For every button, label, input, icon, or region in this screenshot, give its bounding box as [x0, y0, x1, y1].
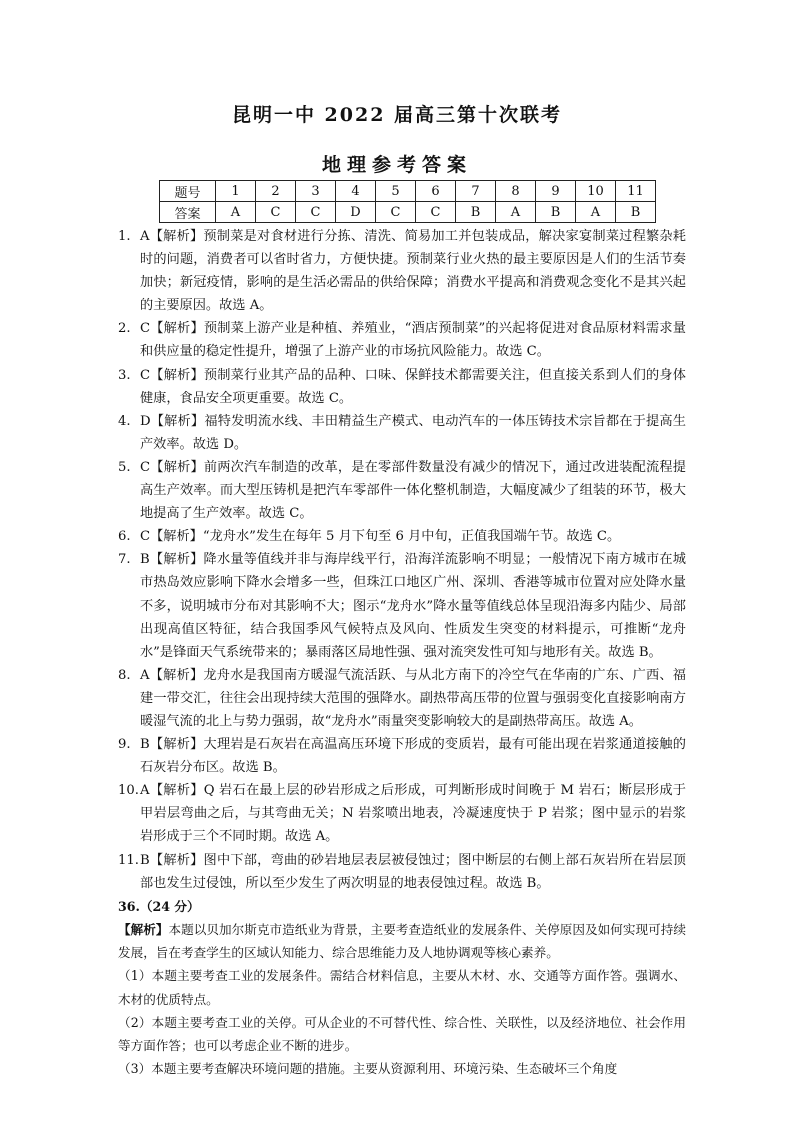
answer-explanations [118, 225, 686, 1080]
q36-heading: 36.（24 分） [118, 898, 200, 914]
row-label-answer: 答案 [160, 202, 216, 223]
question-number: 1 [216, 181, 256, 202]
item-text: A【解析】预制菜是对食材进行分拣、清洗、简易加工并包装成品，解决家宴制菜过程繁杂耗时的问题，消费者可以省时省力，方便快捷。预制菜行业火热的最主要原因是人们的生活节奏加快；新冠疫情，影响的是生活必需品的供给保障；消费水平提高和消费观念变化不是其兴起的主要原因。故选 A。 [140, 229, 686, 314]
answer-cell: B [536, 202, 576, 223]
explanation-item [118, 733, 686, 779]
question-number: 11 [616, 181, 656, 202]
answer-table-number-row [160, 181, 656, 202]
item-number: 1. [118, 229, 131, 244]
item-number: 2. [118, 321, 131, 337]
explanation-item [118, 225, 686, 317]
answer-cell: C [376, 202, 416, 223]
question-36-section [118, 895, 686, 1081]
question-number: 7 [456, 181, 496, 202]
answer-table [159, 180, 656, 223]
explanation-item [118, 849, 686, 895]
item-text: B【解析】图中下部，弯曲的砂岩地层表层被侵蚀过；图中断层的右侧上部石灰岩所在岩层顶部也发生过侵蚀，所以至少发生了两次明显的地表侵蚀过程。故选 B。 [140, 852, 686, 891]
q36-part-2: （2）本题主要考查工业的关停。可从企业的不可替代性、综合性、关联性，以及经济地位、社会作用等方面作答；也可以考虑企业不断的进步。 [118, 1014, 686, 1053]
question-number: 6 [416, 181, 456, 202]
item-number: 6. [118, 529, 131, 545]
question-number: 2 [256, 181, 296, 202]
item-number: 8. [118, 667, 131, 683]
item-text: C【解析】预制菜上游产业是种植、养殖业，“酒店预制菜”的兴起将促进对食品原材料需求量和供应量的稳定性提升，增强了上游产业的市场抗风险能力。故选 C。 [140, 321, 686, 360]
item-number: 3. [118, 367, 131, 383]
explanation-item [118, 317, 686, 363]
item-text: A【解析】Q 岩石在最上层的砂岩形成之后形成，可判断形成时间晚于 M 岩石；断层形成于甲岩层弯曲之后，与其弯曲无关；N 岩浆喷出地表，冷凝速度快于 P 岩浆；图中显示的岩浆岩形成于三个不同时期。故选 A。 [140, 783, 686, 845]
q36-analysis-label: 【解析】 [118, 921, 169, 937]
answer-cell: A [576, 202, 616, 223]
item-text: B【解析】降水量等值线并非与海岸线平行，沿海洋流影响不明显；一般情况下南方城市在城市热岛效应影响下降水会增多一些，但珠江口地区广州、深圳、香港等城市位置对应处降水量不多，说明城市分布对其影响不大；图示“龙舟水”降水量等值线总体呈现沿海多内陆少、局部出现高值区特征，结合我国季风气候特点及风向、性质发生突变的材料提示，可推断“龙舟水”是锋面天气系统带来的；暴雨落区局地性强、强对流突发性可知与地形有关。故选 B。 [140, 552, 686, 660]
q36-analysis-text: 本题以贝加尔斯克市造纸业为背景，主要考查造纸业的发展条件、关停原因及如何实现可持续发展，旨在考查学生的区域认知能力、综合思维能力及人地协调观等核心素养。 [118, 921, 687, 961]
page-title: 昆明一中 2022 届高三第十次联考 [231, 104, 563, 126]
explanation-item [118, 410, 686, 456]
q36-analysis [118, 918, 686, 964]
answer-cell: A [496, 202, 536, 223]
item-number: 11. [118, 852, 139, 868]
item-text: B【解析】大理岩是石灰岩在高温高压环境下形成的变质岩，最有可能出现在岩浆通道接触的石灰岩分布区。故选 B。 [140, 737, 686, 776]
answer-cell: B [616, 202, 656, 223]
page-subtitle: 地理参考答案 [321, 154, 472, 176]
item-number: 10. [118, 783, 139, 799]
explanation-item [118, 548, 686, 663]
question-number: 4 [336, 181, 376, 202]
row-label-number: 题号 [160, 181, 216, 202]
item-text: C【解析】“龙舟水”发生在每年 5 月下旬至 6 月中旬，正值我国端午节。故选 C。 [140, 529, 621, 545]
item-text: C【解析】前两次汽车制造的改革，是在零部件数量没有减少的情况下，通过改进装配流程提高生产效率。而大型压铸机是把汽车零部件一体化整机制造，大幅度减少了组装的环节，极大地提高了生产效率。故选 C。 [140, 459, 686, 522]
answer-cell: C [416, 202, 456, 223]
question-number: 8 [496, 181, 536, 202]
item-number: 7. [118, 552, 131, 568]
answer-cell: C [296, 202, 336, 223]
item-number: 9. [118, 737, 131, 753]
q36-part-3: （3）本题主要考查解决环境问题的措施。主要从资源利用、环境污染、生态破坏三个角度 [118, 1061, 618, 1077]
answer-cell: D [336, 202, 376, 223]
item-number: 5. [118, 459, 131, 475]
answer-cell: B [456, 202, 496, 223]
question-number: 10 [576, 181, 616, 202]
item-text: C【解析】预制菜行业其产品的品种、口味、保鲜技术都需要关注，但直接关系到人们的身体健康，食品安全项更重要。故选 C。 [140, 367, 686, 406]
explanation-item [118, 779, 686, 848]
explanation-item [118, 456, 686, 525]
explanation-item [118, 525, 686, 548]
question-number: 5 [376, 181, 416, 202]
question-number: 3 [296, 181, 336, 202]
answer-table-answer-row [160, 202, 656, 223]
item-text: A【解析】龙舟水是我国南方暖湿气流活跃、与从北方南下的冷空气在华南的广东、广西、福建一带交汇，往往会出现持续大范围的强降水。副热带高压带的位置与强弱变化直接影响南方暖湿气流的北上与势力强弱，故“龙舟水”雨量突变影响较大的是副热带高压。故选 A。 [140, 667, 686, 729]
answer-cell: C [256, 202, 296, 223]
answer-cell: A [216, 202, 256, 223]
explanation-item [118, 364, 686, 410]
q36-part-1: （1）本题主要考查工业的发展条件。需结合材料信息，主要从木材、水、交通等方面作答。强调水、木材的优质特点。 [118, 968, 686, 1007]
item-number: 4. [118, 413, 131, 429]
question-number: 9 [536, 181, 576, 202]
explanation-item [118, 664, 686, 733]
item-text: D【解析】福特发明流水线、丰田精益生产模式、电动汽车的一体压铸技术宗旨都在于提高生产效率。故选 D。 [140, 413, 686, 452]
